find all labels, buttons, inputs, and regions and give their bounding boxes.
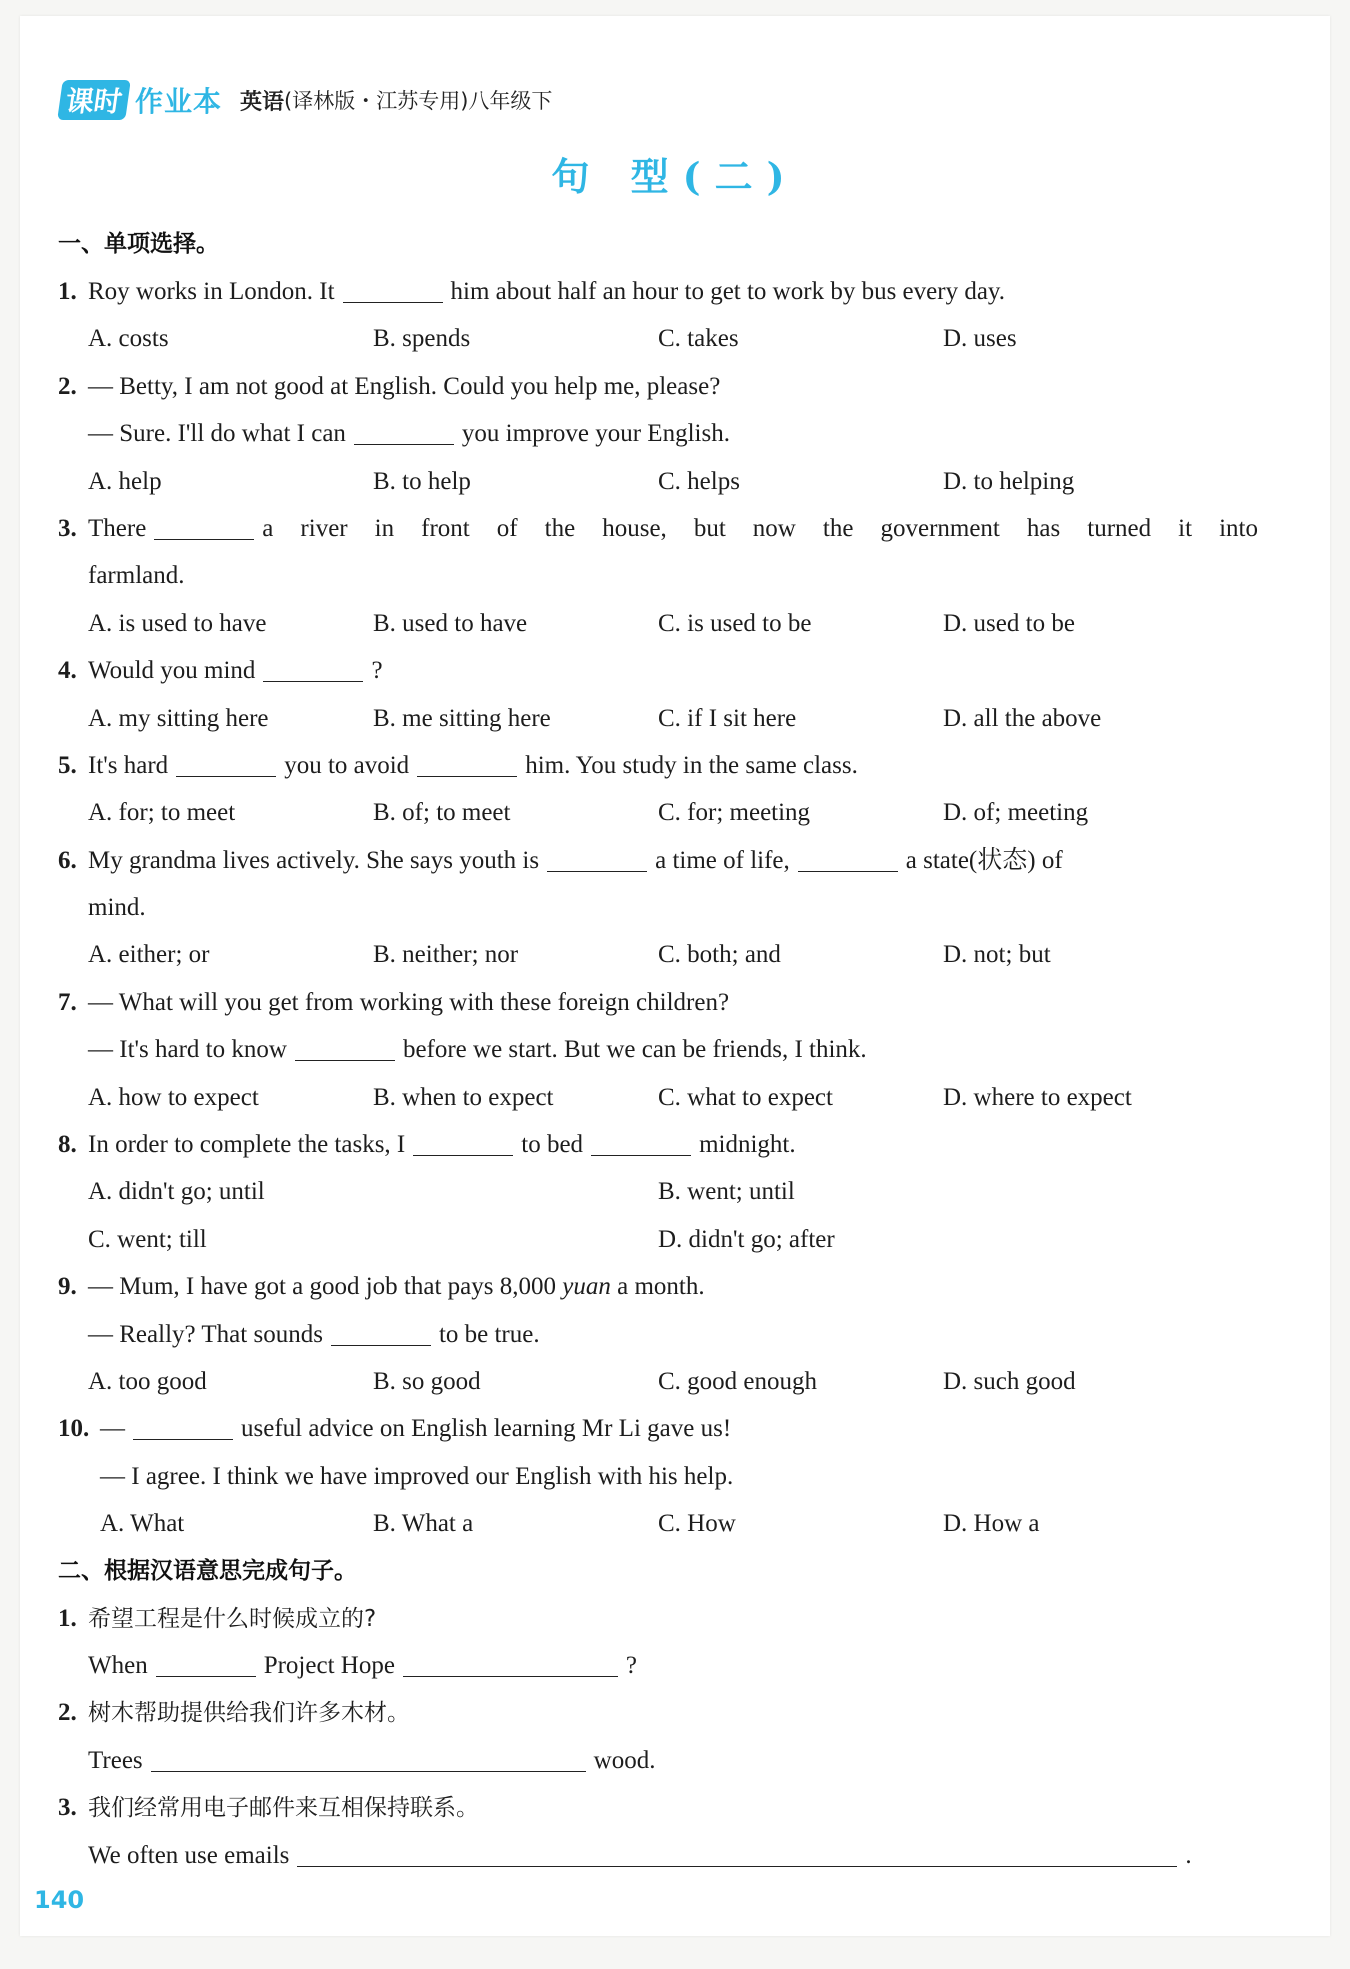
option-c[interactable]: C. both; and [658,941,781,969]
answer-blank[interactable] [343,280,443,303]
answer-blank[interactable] [331,1323,431,1346]
option-b[interactable]: B. me sitting here [373,704,551,732]
option-b[interactable]: B. neither; nor [373,941,519,969]
question-text: a time of life, [655,846,790,874]
option-c[interactable]: C. what to expect [658,1083,833,1111]
question-2 [58,363,1258,410]
option-d[interactable]: D. such good [943,1367,1076,1395]
options-row [58,600,1258,647]
answer-blank[interactable] [297,1844,1177,1867]
question-7-line-2 [58,1026,1258,1073]
question-text: you to avoid [284,751,410,779]
options-row [58,1074,1258,1121]
book-header [60,72,552,128]
option-a[interactable]: A. help [88,467,162,495]
exercise-content [58,221,1258,1879]
option-a[interactable]: A. for; to meet [88,799,236,827]
question-number: 7. [58,988,77,1016]
question-9-line-2 [58,1311,1258,1358]
options-row [58,315,1258,362]
answer-blank[interactable] [547,849,647,872]
question-number: 3. [58,514,77,542]
question-2-line-2 [58,410,1258,457]
question-text: In order to complete the tasks, I [88,1131,406,1159]
question-4 [58,647,1258,694]
item-number: 3. [58,1794,77,1822]
logo-mark: 课时 [57,80,131,120]
translation-item-3 [58,1784,1258,1831]
question-text-italic: yuan [562,1273,611,1301]
book-subject: 英语 [240,89,285,115]
options-row [58,1168,1258,1215]
question-text: — Mum, I have got a good job that pays 8,000 [88,1273,556,1301]
option-c[interactable]: C. helps [658,467,740,495]
logo-text: 作业本 [135,85,223,118]
answer-text: . [1185,1841,1192,1869]
question-text: you improve your English. [461,420,730,448]
question-10 [58,1405,1258,1452]
question-number: 10. [58,1415,90,1443]
answer-text: Project Hope [263,1651,395,1679]
question-6 [58,837,1258,884]
question-text: — It's hard to know [88,1036,287,1064]
chinese-prompt: 树木帮助提供给我们许多木材。 [88,1700,410,1727]
option-c[interactable]: C. good enough [658,1367,818,1395]
option-d[interactable]: D. used to be [943,609,1075,637]
options-row [58,1358,1258,1405]
question-text: It's hard [88,751,169,779]
question-number: 8. [58,1131,77,1159]
option-b[interactable]: B. so good [373,1367,481,1395]
question-text: Roy works in London. It [88,278,335,305]
item-number: 1. [58,1604,77,1632]
item-number: 2. [58,1699,77,1727]
options-row [58,458,1258,505]
answer-text: wood. [593,1746,656,1774]
question-text: ? [371,657,383,685]
option-c[interactable]: C. is used to be [658,609,812,637]
answer-blank[interactable] [156,1654,256,1677]
translation-item-1 [58,1595,1258,1642]
option-c[interactable]: C. for; meeting [658,799,811,827]
option-c[interactable]: C. How [658,1510,736,1538]
question-text: him about half an hour to get to work by bus every day. [450,278,1006,305]
option-b[interactable]: B. spends [373,325,471,353]
options-row [58,1216,1258,1263]
answer-text: Trees [88,1746,143,1774]
option-a[interactable]: A. is used to have [88,609,267,637]
option-d[interactable]: D. where to expect [943,1083,1132,1111]
option-b[interactable]: B. of; to meet [373,799,511,827]
question-3-line-2 [58,552,1258,599]
options-row [58,931,1258,978]
answer-blank[interactable] [591,1133,691,1156]
answer-blank[interactable] [151,1749,586,1772]
question-text: a month. [617,1273,705,1301]
worksheet-page [20,16,1330,1936]
option-a[interactable]: A. too good [88,1367,207,1395]
question-text: Would you mind [88,657,256,685]
option-a[interactable]: A. how to expect [88,1083,259,1111]
translation-answer-1 [58,1642,1258,1689]
option-b[interactable]: B. when to expect [373,1083,554,1111]
question-number: 2. [58,372,77,400]
question-text: — Really? That sounds [88,1320,323,1348]
question-text: mind. [88,894,146,922]
chinese-prompt: 我们经常用电子邮件来互相保持联系。 [88,1795,479,1822]
question-text: — Sure. I'll do what I can [88,420,346,448]
answer-text: When [88,1651,148,1679]
option-b[interactable]: B. used to have [373,609,528,637]
question-6-line-2 [58,884,1258,931]
question-1 [58,268,1258,315]
option-b[interactable]: B. What a [373,1510,474,1538]
question-number: 1. [58,278,77,305]
option-a[interactable]: A. didn't go; until [88,1178,265,1206]
chinese-prompt: 希望工程是什么时候成立的? [88,1605,377,1632]
question-text: farmland. [88,562,185,590]
question-text: to be true. [438,1320,540,1348]
translation-answer-2 [58,1737,1258,1784]
question-5 [58,742,1258,789]
option-c[interactable]: C. went; till [88,1225,207,1253]
answer-blank[interactable] [154,517,254,540]
options-row [58,789,1258,836]
question-7 [58,979,1258,1026]
answer-text: We often use emails [88,1841,290,1869]
options-row [58,695,1258,742]
option-b[interactable]: B. went; until [658,1178,795,1206]
question-text: to bed [521,1131,584,1159]
section-heading-multiple-choice: 一、单项选择。 [58,231,219,257]
answer-blank[interactable] [354,422,454,445]
publisher-logo [60,80,222,120]
question-3 [58,505,1258,552]
question-8 [58,1121,1258,1168]
option-d[interactable]: D. not; but [943,941,1051,969]
option-a[interactable]: A. my sitting here [88,704,269,732]
answer-blank[interactable] [295,1038,395,1061]
question-text: — I agree. I think we have improved our English with his help. [100,1462,734,1490]
question-number: 5. [58,751,77,779]
question-number: 6. [58,846,77,874]
question-number: 4. [58,657,77,685]
question-text: — What will you get from working with these foreign children? [88,988,730,1016]
option-d[interactable]: D. How a [943,1510,1040,1538]
answer-text: ? [625,1651,638,1679]
translation-answer-3 [58,1832,1258,1879]
answer-blank[interactable] [263,659,363,682]
page-title: 句 型(二) [551,154,799,199]
section-heading-translation: 二、根据汉语意思完成句子。 [58,1557,357,1584]
option-a[interactable]: A. What [100,1510,185,1538]
question-text: a river in front of the house, but now the government has turned it into [262,514,1258,542]
answer-blank[interactable] [417,754,517,777]
book-detail: (译林版・江苏专用)八年级下 [284,89,553,113]
option-c[interactable]: C. takes [658,325,739,353]
option-d[interactable]: D. to helping [943,467,1075,495]
option-d[interactable]: D. all the above [943,704,1102,732]
question-text: midnight. [699,1131,796,1159]
answer-blank[interactable] [798,849,898,872]
option-d[interactable]: D. uses [943,325,1017,353]
page-number: 140 [34,1886,85,1914]
answer-blank[interactable] [413,1133,513,1156]
option-a[interactable]: A. either; or [88,941,210,969]
question-text: — Betty, I am not good at English. Could you help me, please? [88,372,721,400]
answer-blank[interactable] [176,754,276,777]
question-text: a state(状态) of [905,846,1063,874]
answer-blank[interactable] [133,1417,233,1440]
answer-blank[interactable] [403,1654,618,1677]
option-b[interactable]: B. to help [373,467,471,495]
question-text: him. You study in the same class. [525,751,858,779]
option-c[interactable]: C. if I sit here [658,704,797,732]
question-text: — [100,1415,125,1443]
option-a[interactable]: A. costs [88,325,169,353]
question-10-line-2 [58,1453,1258,1500]
question-number: 9. [58,1273,77,1301]
question-9 [58,1263,1258,1310]
question-text: My grandma lives actively. She says youth is [88,846,540,874]
option-d[interactable]: D. of; meeting [943,799,1089,827]
question-text: before we start. But we can be friends, I think. [402,1036,867,1064]
translation-item-2 [58,1689,1258,1736]
option-d[interactable]: D. didn't go; after [658,1225,835,1253]
question-text: There [88,514,147,542]
options-row [58,1500,1258,1547]
question-text: useful advice on English learning Mr Li gave us! [241,1415,732,1443]
